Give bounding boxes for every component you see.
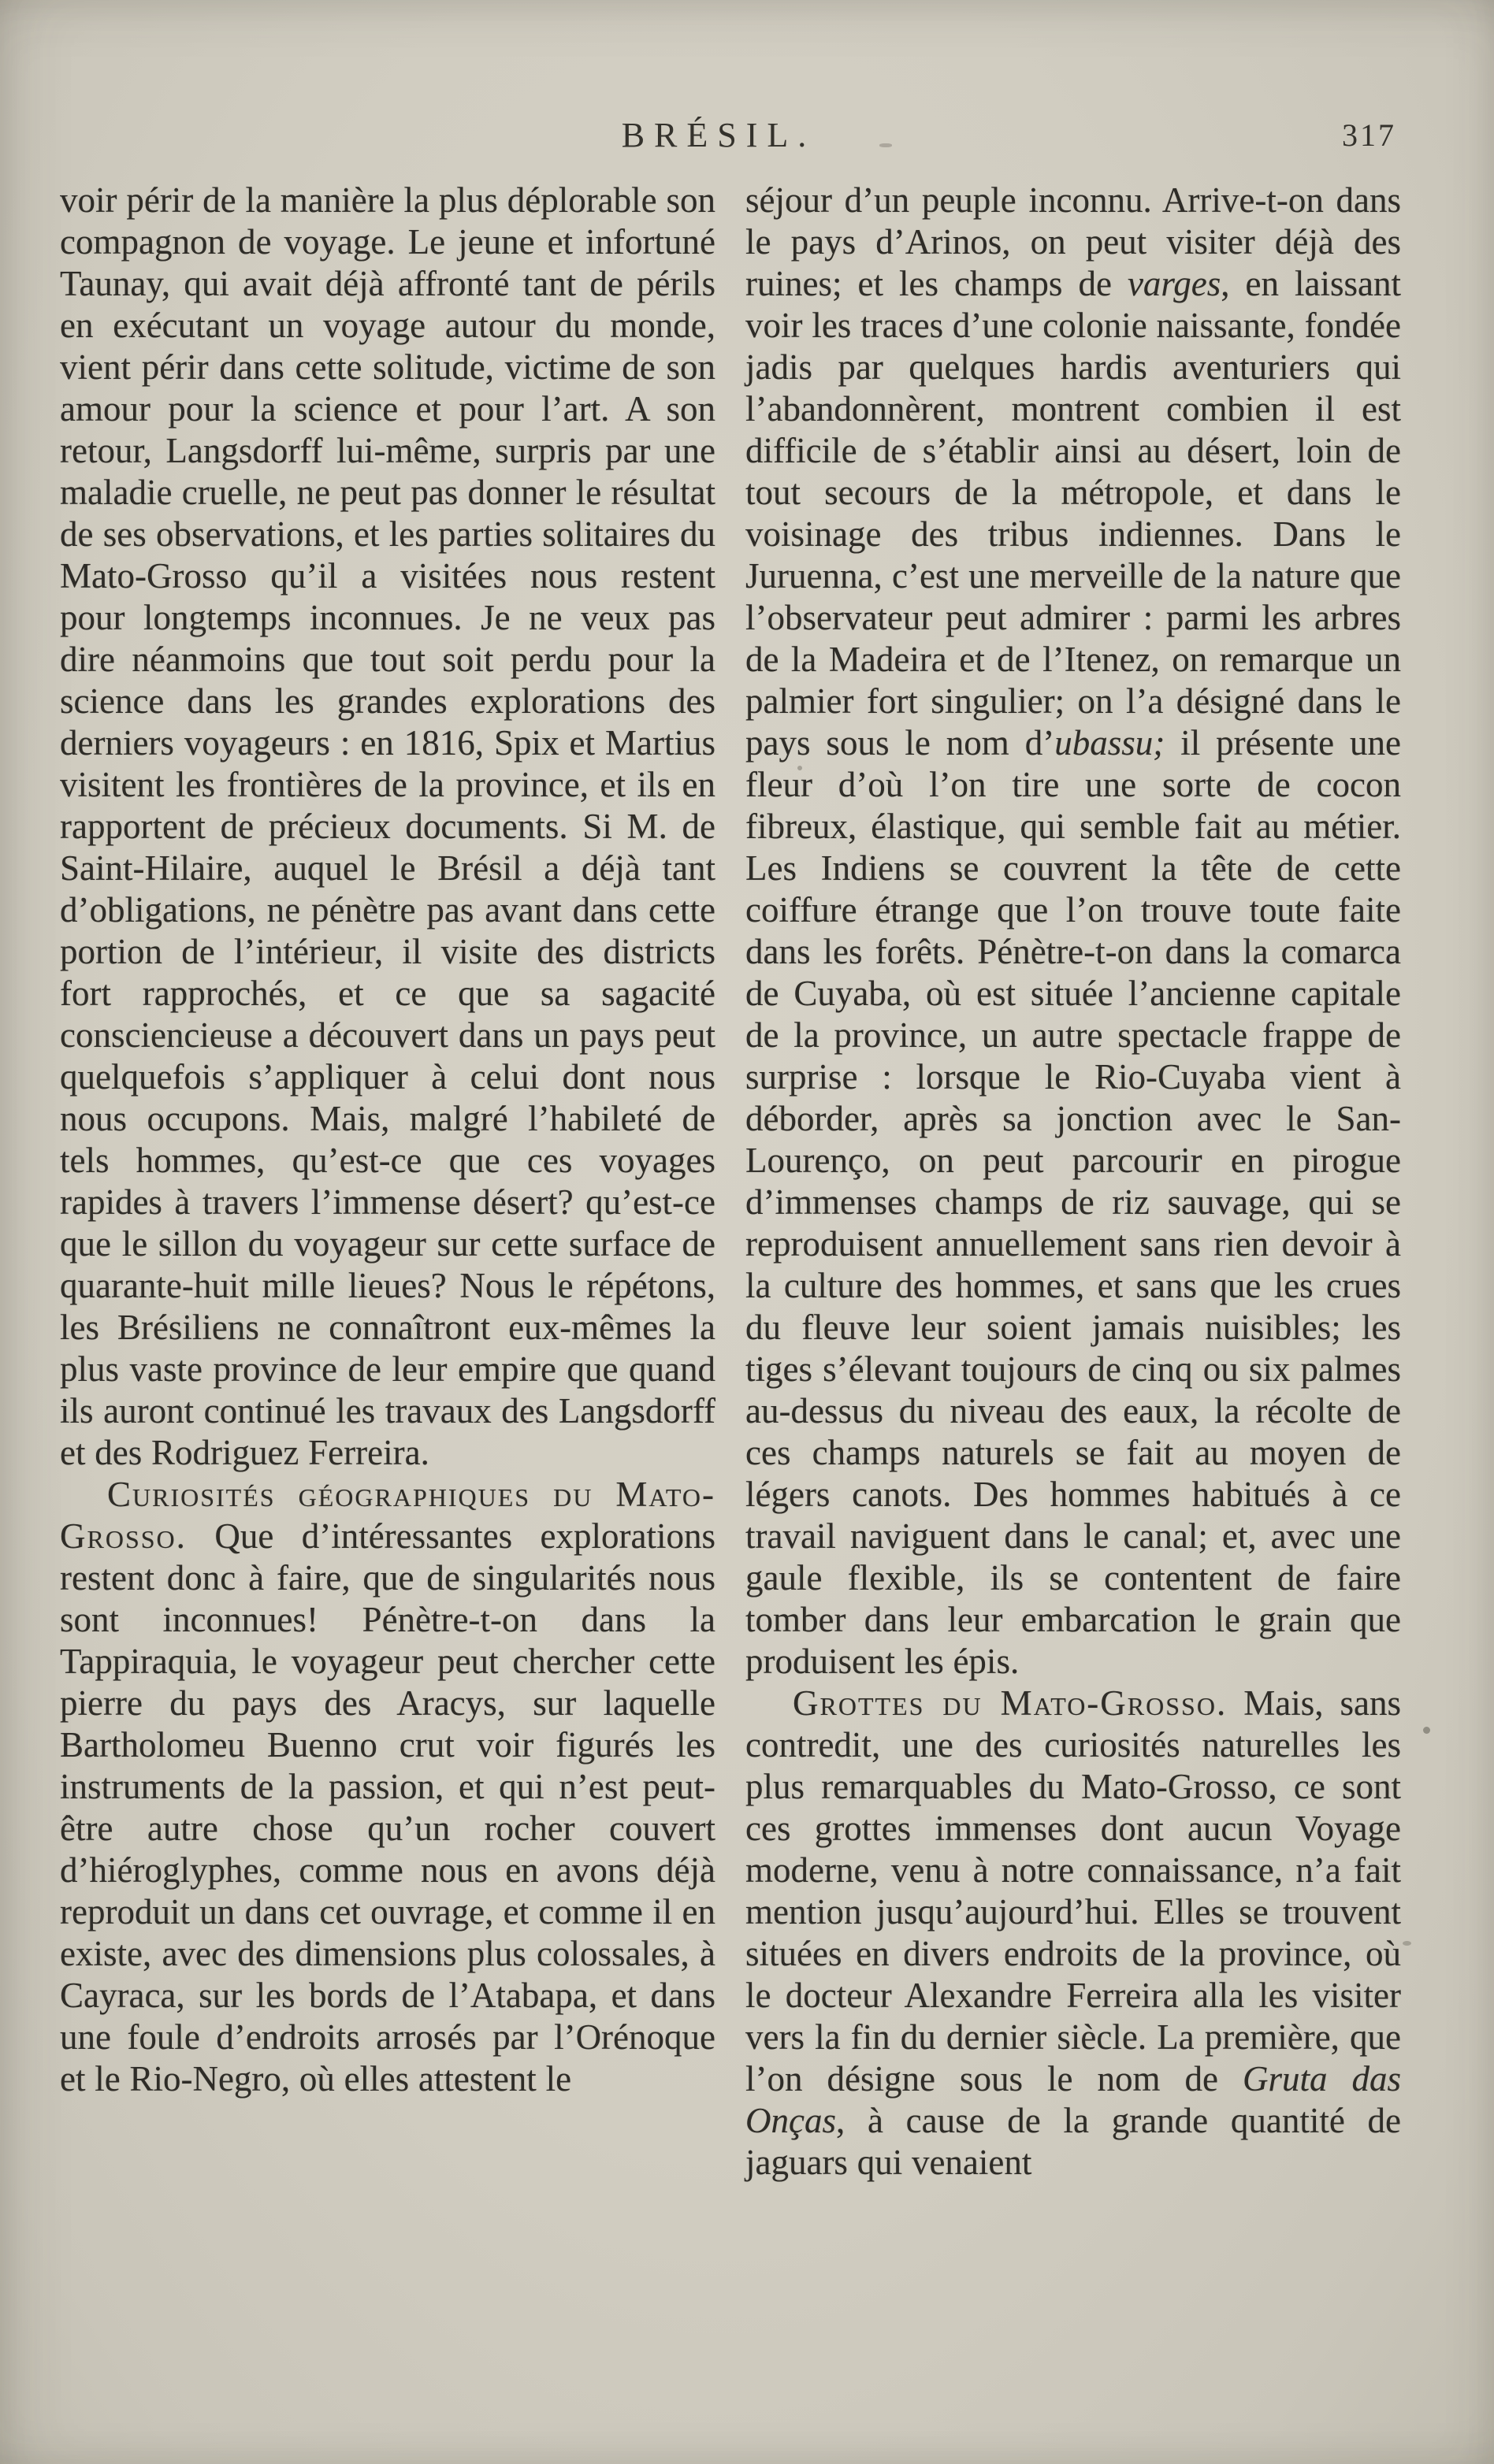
paragraph: [745, 1683, 1401, 2184]
text-segment: Que d’intéressantes explorations restent donc à faire, que de singularités nous sont inconnues! Pénètre-t-on dans la Tappiraquia, le voyageur peut chercher cette pierre du pays des Aracys, sur laquelle Bartholomeu Buenno crut voir figurés les instruments de la passion, et qui n’est peut-être autre chose qu’un rocher couvert d’hiéroglyphes, comme nous en avons déjà reproduit un dans cet ouvrage, et comme il en existe, avec des dimensions plus colossales, à Cayraca, sur les bords de l’Atabapa, et dans une foule d’endroits arrosés par l’Orénoque et le Rio-Negro, où elles attestent le: [60, 1516, 715, 2098]
text-segment: voir périr de la manière la plus déplorable son compagnon de voyage. Le jeune et infortuné Taunay, qui avait déjà affronté tant de périls en exécutant un voyage autour du monde, vient périr dans cette solitude, victime de son amour pour la science et pour l’art. A son retour, Langsdorff lui-même, surpris par une maladie cruelle, ne peut pas donner le résultat de ses observations, et les parties solitaires du Mato-Grosso qu’il a visitées nous restent pour longtemps inconnues. Je ne veux pas dire néanmoins que tout soit perdu pour la science dans les grandes explorations des derniers voyageurs : en 1816, Spix et Martius visitent les frontières de la province, et ils en rapportent de précieux documents. Si M. de Saint-Hilaire, auquel le Brésil a déjà tant d’obligations, ne pénètre pas avant dans cette portion de l’intérieur, il visite des districts fort rapprochés, et ce que sa sagacité consciencieuse a découvert dans un pays peut quelquefois s’appliquer à celui dont nous nous occupons. Mais, malgré l’habileté de tels hommes, qu’est-ce que ces voyages rapides à travers l’immense désert? qu’est-ce que le sillon du voyageur sur cette surface de quarante-huit mille lieues? Nous le répétons, les Brésiliens ne connaîtront eux-mêmes la plus vaste province de leur empire que quand ils auront continué les travaux des Langsdorff et des Rodriguez Ferreira.: [60, 180, 715, 1472]
section-heading: Grottes du Mato-Grosso.: [793, 1683, 1228, 1723]
paragraph: [60, 180, 715, 1474]
text-segment: Gruta das Onças: [745, 2059, 1401, 2140]
text-segment: ubassu;: [1054, 723, 1165, 763]
left-column: [60, 180, 715, 2456]
ink-speck: [1403, 1941, 1411, 1946]
ink-speck: [879, 143, 892, 147]
text-segment: varges: [1127, 264, 1221, 303]
text-segment: , à cause de la grande quantité de jaguars qui venaient: [745, 2101, 1401, 2182]
text-segment: , en laissant voir les traces d’une colonie naissante, fondée jadis par quelques hardis aventuriers qui l’abandonnèrent, montrent combien il est difficile de s’établir ainsi au désert, loin de tout secours de la métropole, et dans le voisinage des tribus indiennes. Dans le Juruenna, c’est une merveille de la nature que l’observateur peut admirer : parmi les arbres de la Madeira et de l’Itenez, on remarque un palmier fort singulier; on l’a désigné dans le pays sous le nom d’: [745, 264, 1401, 763]
paragraph: [745, 180, 1401, 1683]
right-column: [745, 180, 1401, 2456]
text-segment: il présente une fleur d’où l’on tire une sorte de cocon fibreux, élastique, qui semble fait au métier. Les Indiens se couvrent la tête de cette coiffure étrange que l’on trouve toute faite dans les forêts. Pénètre-t-on dans la comarca de Cuyaba, où est située l’ancienne capitale de la province, un autre spectacle frappe de surprise : lorsque le Rio-Cuyaba vient à déborder, après sa jonction avec le San-Lourenço, on peut parcourir en pirogue d’immenses champs de riz sauvage, qui se reproduisent annuellement sans rien devoir à la culture des hommes, et sans que les crues du fleuve leur soient jamais nuisibles; les tiges s’élevant toujours de cinq ou six palmes au-dessus du niveau des eaux, la récolte de ces champs naturels se fait au moyen de légers canots. Des hommes habitués à ce travail naviguent dans le canal; et, avec une gaule flexible, ils se contentent de faire tomber dans leur embarcation le grain que produisent les épis.: [745, 723, 1401, 1681]
text-segment: Mais, sans contredit, une des curiosités naturelles les plus remarquables du Mato-Grosso, ce sont ces grottes immenses dont aucun Voyage moderne, venu à notre connaissance, n’a fait mention jusqu’aujourd’hui. Elles se trouvent situées en divers endroits de la province, où le docteur Alexandre Ferreira alla les visiter vers la fin du dernier siècle. La première, que l’on désigne sous le nom de: [745, 1683, 1401, 2098]
ink-speck: [797, 766, 802, 770]
running-title: BRÉSIL.: [621, 116, 816, 154]
paragraph: [60, 1474, 715, 2100]
ink-speck: [1423, 1727, 1430, 1734]
text-segment: séjour d’un peuple inconnu. Arrive-t-on dans le pays d’Arinos, on peut visiter déjà des ruines; et les champs de: [745, 180, 1401, 303]
page-header: [60, 115, 1401, 170]
text-columns: [60, 180, 1401, 2456]
section-heading: Curiosités géographiques du Mato-Grosso.: [60, 1475, 715, 1556]
page-number: 317: [1342, 117, 1396, 153]
